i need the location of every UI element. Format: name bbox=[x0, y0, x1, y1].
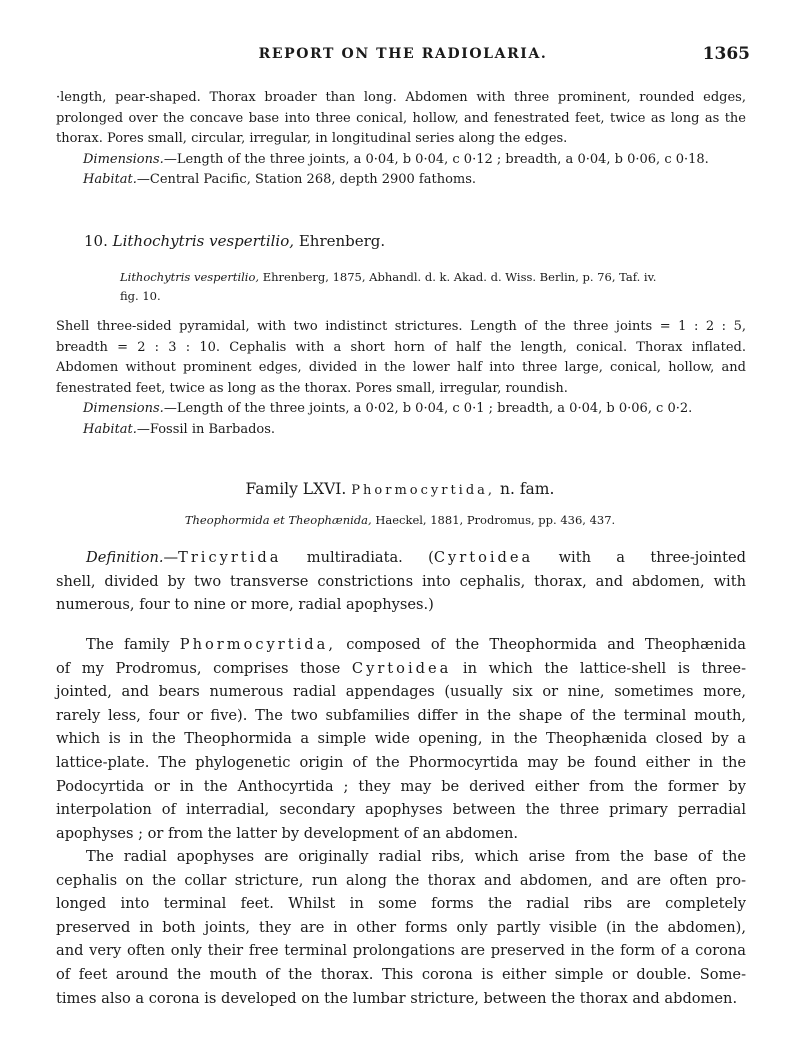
habitat-line bbox=[56, 170, 746, 191]
species-description bbox=[56, 317, 746, 440]
text-line: Abdomen without prominent edges, divided in the lower half into three large, conical, hollow, and bbox=[56, 360, 746, 375]
definition-cyrtoidea: Cyrtoidea bbox=[433, 549, 534, 566]
family-heading bbox=[0, 480, 800, 498]
dimensions-label: Dimensions. bbox=[83, 401, 164, 416]
family-reference-names: Theophormida et Theophænida, bbox=[184, 513, 372, 527]
definition-line bbox=[56, 546, 746, 570]
text-line: shell, divided by two transverse constrictions into cephalis, thorax, and abdomen, with bbox=[56, 572, 746, 590]
text-line: jointed, and bears numerous radial appendages (usually six or nine, sometimes more, bbox=[56, 683, 746, 701]
definition-tail: with a three-jointed bbox=[558, 549, 746, 566]
dimensions-line bbox=[56, 399, 746, 420]
reference-text: Ehrenberg, 1875, Abhandl. d. k. Akad. d. Wiss. Berlin, p. 76, Taf. iv. bbox=[262, 270, 657, 284]
text-line: preserved in both joints, they are in other forms only partly visible (in the abdomen), bbox=[56, 918, 746, 936]
species-number: 10. bbox=[84, 232, 108, 250]
reference-name: Lithochytris vespertilio, bbox=[120, 270, 260, 284]
text-line: apophyses ; or from the latter by development of an abdomen. bbox=[56, 824, 519, 842]
text-line: which is in the Theophormida a simple wide opening, in the Theophænida closed by a bbox=[56, 730, 746, 748]
term-cyrtoidea: Cyrtoidea bbox=[351, 659, 452, 677]
text-span: of my Prodromus, comprises those bbox=[56, 659, 341, 677]
paragraph-family-origin bbox=[56, 633, 746, 845]
text-line: ·length, pear-shaped. Thorax broader than long. Abdomen with three prominent, rounded edges, bbox=[56, 90, 746, 105]
habitat-line bbox=[56, 420, 746, 441]
text-line: times also a corona is developed on the lumbar stricture, between the thorax and abdomen. bbox=[56, 989, 738, 1007]
definition-block bbox=[56, 546, 746, 617]
text-line: Podocyrtida or in the Anthocyrtida ; they may be derived either from the former by bbox=[56, 777, 746, 795]
text-line: lattice-plate. The phylogenetic origin of the Phormocyrtida may be found either in the bbox=[56, 753, 746, 771]
dimensions-label: Dimensions. bbox=[83, 151, 164, 167]
species-author: Ehrenberg. bbox=[298, 232, 386, 250]
species-reference bbox=[120, 268, 746, 306]
species-heading bbox=[84, 232, 385, 250]
definition-multi: multiradiata. bbox=[306, 549, 403, 566]
text-line: of feet around the mouth of the thorax. This corona is either simple or double. Some- bbox=[56, 965, 746, 983]
text-line bbox=[56, 633, 746, 657]
text-span: in which the lattice-shell is three- bbox=[462, 659, 747, 677]
text-line: numerous, four to nine or more, radial apophyses.) bbox=[56, 596, 434, 614]
previous-species-text bbox=[56, 88, 746, 191]
running-title: REPORT ON THE RADIOLARIA. bbox=[258, 46, 548, 62]
text-line: The radial apophyses are originally radial ribs, which arise from the base of the bbox=[86, 848, 746, 865]
definition-term: Tricyrtida bbox=[178, 549, 282, 566]
reference-line: fig. 10. bbox=[120, 289, 161, 303]
term-phormocyrtida: Phormocyrtida, bbox=[179, 636, 336, 653]
text-line: longed into terminal feet. Whilst in some forms the radial ribs are completely bbox=[56, 895, 746, 913]
text-line: fenestrated feet, twice as long as the thorax. Pores small, irregular, roundish. bbox=[56, 380, 568, 396]
habitat-label: Habitat. bbox=[83, 421, 137, 437]
family-name: Phormocyrtida, bbox=[351, 483, 496, 498]
text-line: prolonged over the concave base into three conical, hollow, and fenestrated feet, twice as long as the bbox=[56, 110, 746, 126]
family-suffix: n. fam. bbox=[499, 480, 555, 498]
species-name: Lithochytris vespertilio, bbox=[112, 232, 295, 250]
dimensions-text: —Length of the three joints, a 0·02, b 0·04, c 0·1 ; breadth, a 0·04, b 0·06, c 0·2. bbox=[163, 401, 693, 416]
page-header bbox=[56, 44, 750, 68]
text-line: interpolation of interradial, secondary apophyses between the three primary perradial bbox=[56, 801, 746, 819]
text-span: The family bbox=[86, 636, 170, 653]
text-line: and very often only their free terminal prolongations are preserved in the form of a corona bbox=[56, 942, 746, 960]
text-line: rarely less, four or five). The two subfamilies differ in the shape of the terminal mouth, bbox=[56, 706, 746, 724]
page-number: 1365 bbox=[702, 44, 750, 64]
text-line: thorax. Pores small, circular, irregular, in longitudinal series along the edges. bbox=[56, 131, 568, 146]
text-span: composed of the Theophormida and Theophænida bbox=[346, 636, 747, 653]
definition-paren: ( bbox=[428, 549, 434, 566]
text-line: Shell three-sided pyramidal, with two indistinct strictures. Length of the three joints = 1 : 2 : 5, bbox=[56, 319, 746, 334]
family-number: Family LXVI. bbox=[245, 480, 347, 498]
dimensions-line bbox=[56, 150, 746, 171]
paragraph-radial-apophyses bbox=[56, 845, 746, 1010]
habitat-label: Habitat. bbox=[83, 172, 137, 187]
definition-dash: — bbox=[163, 549, 179, 566]
text-line bbox=[56, 657, 746, 681]
family-reference-text: Haeckel, 1881, Prodromus, pp. 436, 437. bbox=[375, 513, 616, 527]
family-reference bbox=[0, 513, 800, 527]
text-line: breadth = 2 : 3 : 10. Cephalis with a short horn of half the length, conical. Thorax inflated. bbox=[56, 339, 746, 355]
habitat-text: —Central Pacific, Station 268, depth 2900 fathoms. bbox=[136, 172, 477, 187]
text-line: cephalis on the collar stricture, run along the thorax and abdomen, and are often pro- bbox=[56, 871, 746, 889]
reference-line bbox=[120, 268, 746, 287]
definition-label: Definition. bbox=[86, 549, 164, 566]
dimensions-text: —Length of the three joints, a 0·04, b 0·04, c 0·12 ; breadth, a 0·04, b 0·06, c 0·18. bbox=[163, 151, 709, 167]
habitat-text: —Fossil in Barbados. bbox=[136, 421, 276, 437]
